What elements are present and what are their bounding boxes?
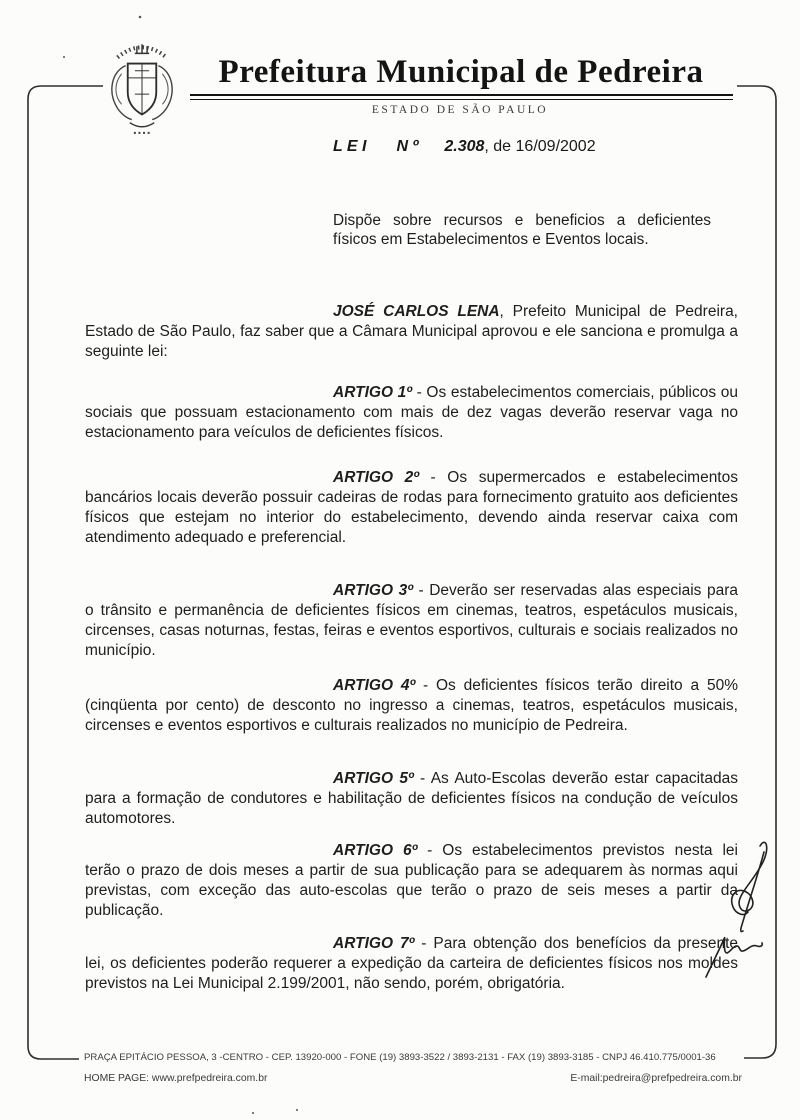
article-3-heading: ARTIGO 3º: [333, 582, 413, 599]
article-5-heading: ARTIGO 5º: [333, 770, 414, 787]
law-number: 2.308: [444, 138, 485, 155]
law-date: , de 16/09/2002: [484, 138, 596, 155]
article-4-heading: ARTIGO 4º: [333, 677, 416, 694]
article-5-text: - As Auto-Escolas deverão estar capacitadas para a formação de condutores e habilitação de deficientes físicos na condução de veículos automotores.: [85, 770, 738, 827]
article-2: [85, 468, 738, 548]
article-7-text: - Para obtenção dos benefícios da presente lei, os deficientes poderão requerer a expedição da carteira de deficientes físicos nos moldes previstos na Lei Municipal 2.199/2001, não sendo, porém, obrigatória.: [85, 935, 738, 992]
mayor-name: JOSÉ CARLOS LENA: [333, 303, 500, 320]
article-3-text: - Deverão ser reservadas alas especiais para o trânsito e permanência de deficientes físicos em cinemas, teatros, espetáculos musicais, circenses, casas noturnas, festas, feiras e eventos esportivos, culturais e sociais realizados no município.: [85, 582, 738, 659]
article-1: [85, 383, 738, 443]
page-title: Prefeitura Municipal de Pedreira: [218, 54, 704, 90]
law-label: L E I: [333, 138, 367, 155]
footer-address-line: PRAÇA EPITÁCIO PESSOA, 3 -CENTRO - CEP. 13920-000 - FONE (19) 3893-3522 / 3893-2131 - FAX (19) 3893-3185 - CNPJ 46.410.775/0001-36: [84, 1052, 716, 1063]
title-underline: [190, 95, 733, 100]
pedreira-crest-icon: [101, 33, 183, 141]
article-6-text: - Os estabelecimentos previstos nesta lei terão o prazo de dois meses a partir de sua publicação para se adequarem às normas aqui previstas, com exceção das auto-escolas que terão o prazo de seis meses a partir da publicação.: [85, 842, 738, 919]
coat-of-arms: [101, 33, 183, 141]
article-1-text: - Os estabelecimentos comerciais, públicos ou sociais que possuam estacionamento com mais de dez vagas deverão reservar vaga no estacionamento para veículos de deficientes físicos.: [85, 384, 738, 441]
article-5: [85, 769, 738, 829]
article-2-text: - Os supermercados e estabelecimentos bancários locais deverão possuir cadeiras de rodas para fornecimento gratuito aos deficientes físicos que estejam no interior do estabelecimento, devendo ainda reservar caixa com atendimento adequado e preferencial.: [85, 469, 738, 546]
article-6: [85, 841, 738, 921]
law-summary: Dispõe sobre recursos e beneficios a deficientes físicos em Estabelecimentos e Eventos locais.: [333, 212, 711, 248]
article-4-text: - Os deficientes físicos terão direito a 50% (cinqüenta por cento) de desconto no ingresso a cinemas, teatros, espetáculos musicais, circenses e eventos esportivos e culturais realizados no município de Pedreira.: [85, 677, 738, 734]
footer-homepage: HOME PAGE: www.prefpedreira.com.br: [84, 1073, 268, 1084]
footer-contact-line: [84, 1073, 742, 1084]
article-1-heading: ARTIGO 1º: [333, 384, 412, 401]
org-subtitle: ESTADO DE SÃO PAULO: [371, 104, 549, 116]
preamble-text: , Prefeito Municipal de Pedreira, Estado de São Paulo, faz saber que a Câmara Municipal aprovou e ele sanciona e promulga a seguinte lei:: [85, 303, 738, 360]
article-6-heading: ARTIGO 6º: [333, 842, 418, 859]
article-3: [85, 581, 738, 661]
article-7-heading: ARTIGO 7º: [333, 935, 415, 952]
article-4: [85, 676, 738, 736]
article-7: [85, 934, 738, 994]
article-2-heading: ARTIGO 2º: [333, 469, 419, 486]
law-heading: [333, 138, 596, 156]
law-number-label: N º: [396, 138, 419, 155]
footer-email: E-mail:pedreira@prefpedreira.com.br: [570, 1073, 742, 1084]
preamble-paragraph: [85, 302, 738, 362]
